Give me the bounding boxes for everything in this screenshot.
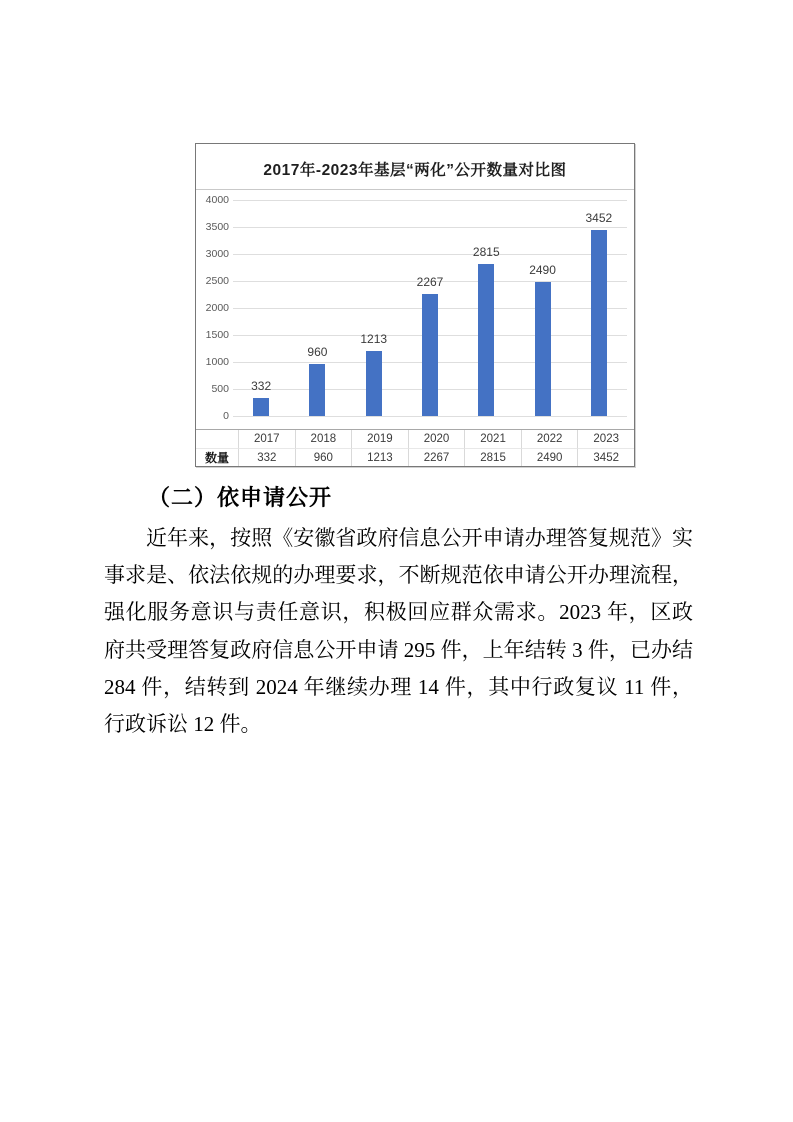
- bar: [422, 294, 438, 416]
- bar-value-label: 2815: [472, 245, 500, 259]
- table-year-cell: 2018: [295, 430, 352, 448]
- plot-area: [233, 200, 627, 416]
- gridline: [233, 200, 627, 201]
- y-axis-tick-label: 1500: [205, 329, 229, 341]
- bar-value-label: 2490: [529, 262, 556, 277]
- bar-value-label: 3452: [585, 210, 613, 225]
- table-value-cell: 1213: [351, 448, 408, 466]
- y-axis: [196, 194, 229, 422]
- bar: [253, 398, 269, 416]
- table-row-label: 数量: [196, 448, 238, 466]
- chart-title: 2017年-2023年基层“两化”公开数量对比图: [196, 144, 634, 190]
- y-axis-tick-label: 500: [211, 383, 229, 395]
- table-value-cell: 2267: [408, 448, 465, 466]
- chart-plot-region: [196, 190, 634, 429]
- y-axis-tick-label: 3000: [205, 248, 229, 260]
- table-corner-cell: [196, 430, 238, 448]
- table-year-cell: 2017: [238, 430, 295, 448]
- table-year-cell: 2021: [464, 430, 521, 448]
- y-axis-tick-label: 0: [223, 410, 229, 422]
- bar-chart-figure: [195, 143, 635, 467]
- table-year-cell: 2022: [521, 430, 578, 448]
- bar: [478, 264, 494, 416]
- bar: [366, 351, 382, 417]
- table-year-cell: 2020: [408, 430, 465, 448]
- y-axis-tick-label: 4000: [205, 194, 229, 206]
- table-value-cell: 3452: [577, 448, 634, 466]
- body-paragraph: 近年来，按照《安徽省政府信息公开申请办理答复规范》实事求是、依法依规的办理要求，不断规范依申请公开办理流程，强化服务意识与责任意识，积极回应群众需求。2023 年，区政府共受理答复政府信息公开申请 295 件，上年结转 3 件，已办结 284 件，结转到 2024 年继续办理 14 件，其中行政复议 11 件，行政诉讼 12 件。: [104, 526, 693, 737]
- bar: [309, 364, 325, 416]
- table-value-cell: 2815: [464, 448, 521, 466]
- bar-value-label: 2267: [416, 274, 444, 289]
- gridline: [233, 254, 627, 255]
- table-value-cell: 960: [295, 448, 352, 466]
- bar-value-label: 1213: [360, 331, 388, 346]
- table-value-cell: 2490: [521, 448, 578, 466]
- gridline: [233, 227, 627, 228]
- chart-data-table: [196, 429, 634, 465]
- y-axis-tick-label: 1000: [205, 356, 229, 368]
- table-year-cell: 2023: [577, 430, 634, 448]
- y-axis-tick-label: 2000: [205, 302, 229, 314]
- table-value-cell: 332: [238, 448, 295, 466]
- table-year-cell: 2019: [351, 430, 408, 448]
- section-heading: （二）依申请公开: [148, 485, 333, 510]
- bar: [535, 282, 551, 416]
- y-axis-tick-label: 2500: [205, 275, 229, 287]
- bar: [591, 230, 607, 416]
- bar-value-label: 960: [307, 345, 328, 360]
- bar-value-label: 332: [251, 379, 272, 394]
- y-axis-tick-label: 3500: [205, 221, 229, 233]
